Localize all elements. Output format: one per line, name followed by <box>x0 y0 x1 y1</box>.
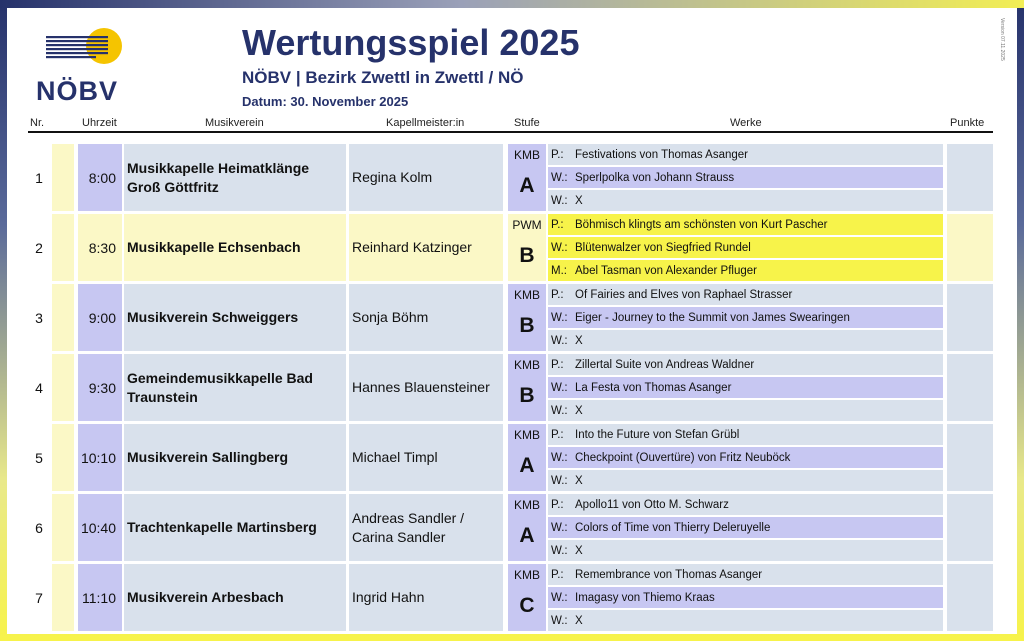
row-musikverein: Musikverein Sallingberg <box>124 424 346 491</box>
row-werk <box>548 284 943 305</box>
werk-title: Remembrance von Thomas Asanger <box>575 568 763 581</box>
row-musikverein: Musikkapelle Heimatklänge Groß Göttfritz <box>124 144 346 211</box>
stufe-type: KMB <box>513 568 540 582</box>
werk-prefix: W.: <box>551 334 568 347</box>
column-header-kapellmeister: Kapellmeister:in <box>386 117 465 129</box>
event-date: Datum: 30. November 2025 <box>242 94 409 109</box>
row-stufe <box>508 494 546 561</box>
table-row <box>28 214 993 281</box>
row-number: 4 <box>35 379 43 396</box>
version-note: Version 07.11.2025 <box>999 18 1005 61</box>
row-musikverein: Musikkapelle Echsenbach <box>124 214 346 281</box>
werk-title: Blütenwalzer von Siegfried Rundel <box>575 241 751 254</box>
werk-title: Of Fairies and Elves von Raphael Strasser <box>575 288 793 301</box>
row-stufe <box>508 564 546 631</box>
werk-title: X <box>575 194 583 207</box>
row-marker <box>52 494 74 561</box>
werk-title: X <box>575 334 583 347</box>
row-stufe <box>508 214 546 281</box>
row-musikverein: Musikverein Schweiggers <box>124 284 346 351</box>
werk-title: Böhmisch klingts am schönsten von Kurt Pascher <box>575 218 828 231</box>
row-punkte <box>947 494 993 561</box>
row-stufe <box>508 354 546 421</box>
werk-prefix: W.: <box>551 474 568 487</box>
stufe-type: KMB <box>513 358 540 372</box>
row-werk <box>548 377 943 398</box>
werk-title: X <box>575 404 583 417</box>
row-marker <box>52 284 74 351</box>
stufe-level: B <box>519 314 535 337</box>
row-werk <box>548 237 943 258</box>
row-werk <box>548 610 943 631</box>
row-werk <box>548 260 943 281</box>
row-kapellmeister: Michael Timpl <box>349 424 503 491</box>
row-punkte <box>947 564 993 631</box>
werk-prefix: P.: <box>551 148 564 161</box>
werk-prefix: P.: <box>551 428 564 441</box>
werk-title: Abel Tasman von Alexander Pfluger <box>575 264 757 277</box>
table-row <box>28 424 993 491</box>
row-werk <box>548 307 943 328</box>
werk-title: Into the Future von Stefan Grübl <box>575 428 740 441</box>
row-time: 9:00 <box>78 284 122 351</box>
header-divider <box>28 131 993 133</box>
werk-prefix: P.: <box>551 498 564 511</box>
stufe-type: KMB <box>513 288 540 302</box>
werk-title: Colors of Time von Thierry Deleruyelle <box>575 521 771 534</box>
row-stufe <box>508 144 546 211</box>
row-number: 6 <box>35 519 43 536</box>
row-stufe <box>508 424 546 491</box>
row-time: 9:30 <box>78 354 122 421</box>
row-time: 8:30 <box>78 214 122 281</box>
logo-text: NÖBV <box>36 76 119 106</box>
werk-title: Festivations von Thomas Asanger <box>575 148 749 161</box>
row-marker <box>52 564 74 631</box>
column-header-time: Uhrzeit <box>82 117 117 129</box>
row-marker <box>52 214 74 281</box>
row-werk <box>548 494 943 515</box>
stufe-level: B <box>519 244 535 267</box>
werk-prefix: W.: <box>551 241 568 254</box>
stufe-type: PWM <box>512 218 542 232</box>
column-header-nr: Nr. <box>30 117 45 129</box>
row-kapellmeister: Sonja Böhm <box>349 284 503 351</box>
werk-prefix: W.: <box>551 381 568 394</box>
werk-title: X <box>575 614 583 627</box>
werk-prefix: P.: <box>551 358 564 371</box>
row-werk <box>548 540 943 561</box>
row-number: 7 <box>35 589 43 606</box>
row-werk <box>548 587 943 608</box>
werk-prefix: W.: <box>551 194 568 207</box>
row-werk <box>548 144 943 165</box>
werk-prefix: W.: <box>551 311 568 324</box>
stufe-type: KMB <box>513 148 540 162</box>
table-row <box>28 144 993 211</box>
row-musikverein: Trachtenkapelle Martinsberg <box>124 494 346 561</box>
row-marker <box>52 424 74 491</box>
row-werk <box>548 517 943 538</box>
row-stufe <box>508 284 546 351</box>
werk-prefix: W.: <box>551 451 568 464</box>
row-number: 3 <box>35 309 43 326</box>
row-kapellmeister: Andreas Sandler / Carina Sandler <box>349 494 503 561</box>
row-punkte <box>947 144 993 211</box>
row-marker <box>52 144 74 211</box>
row-werk <box>548 330 943 351</box>
row-kapellmeister: Hannes Blauensteiner <box>349 354 503 421</box>
row-werk <box>548 400 943 421</box>
stufe-type: KMB <box>513 428 540 442</box>
row-time: 10:10 <box>78 424 122 491</box>
column-header-punkte: Punkte <box>950 117 985 129</box>
werk-prefix: W.: <box>551 521 568 534</box>
row-time: 11:10 <box>78 564 122 631</box>
row-punkte <box>947 214 993 281</box>
row-musikverein: Musikverein Arbesbach <box>124 564 346 631</box>
werk-prefix: W.: <box>551 544 568 557</box>
row-werk <box>548 190 943 211</box>
row-kapellmeister: Regina Kolm <box>349 144 503 211</box>
werk-prefix: W.: <box>551 614 568 627</box>
row-kapellmeister: Reinhard Katzinger <box>349 214 503 281</box>
table-row <box>28 284 993 351</box>
row-kapellmeister: Ingrid Hahn <box>349 564 503 631</box>
row-werk <box>548 470 943 491</box>
page-subtitle: NÖBV | Bezirk Zwettl in Zwettl / NÖ <box>242 68 524 87</box>
row-time: 10:40 <box>78 494 122 561</box>
row-punkte <box>947 424 993 491</box>
stufe-level: B <box>519 384 535 407</box>
stufe-level: A <box>519 454 535 477</box>
stufe-level: A <box>519 524 535 547</box>
row-werk <box>548 167 943 188</box>
row-werk <box>548 214 943 235</box>
row-werk <box>548 354 943 375</box>
row-werk <box>548 447 943 468</box>
werk-title: Sperlpolka von Johann Strauss <box>575 171 735 184</box>
row-time: 8:00 <box>78 144 122 211</box>
row-werk <box>548 564 943 585</box>
werk-prefix: P.: <box>551 218 564 231</box>
row-number: 5 <box>35 449 43 466</box>
row-marker <box>52 354 74 421</box>
werk-title: Imagasy von Thiemo Kraas <box>575 591 715 604</box>
column-header-stufe: Stufe <box>514 117 540 129</box>
row-punkte <box>947 354 993 421</box>
werk-title: Zillertal Suite von Andreas Waldner <box>575 358 755 371</box>
table-row <box>28 494 993 561</box>
stufe-level: C <box>519 594 535 617</box>
row-number: 2 <box>35 239 43 256</box>
stufe-level: A <box>519 174 535 197</box>
werk-title: La Festa von Thomas Asanger <box>575 381 732 394</box>
page-title: Wertungsspiel 2025 <box>242 22 580 63</box>
werk-title: Eiger - Journey to the Summit von James Swearingen <box>575 311 850 324</box>
table-row <box>28 564 993 631</box>
stufe-type: KMB <box>513 498 540 512</box>
row-number: 1 <box>35 169 43 186</box>
werk-prefix: W.: <box>551 171 568 184</box>
row-werk <box>548 424 943 445</box>
werk-title: X <box>575 544 583 557</box>
row-musikverein: Gemeindemusikkapelle Bad Traunstein <box>124 354 346 421</box>
werk-prefix: M.: <box>551 264 567 277</box>
table-row <box>28 354 993 421</box>
werk-title: X <box>575 474 583 487</box>
werk-prefix: P.: <box>551 568 564 581</box>
werk-prefix: W.: <box>551 591 568 604</box>
werk-prefix: W.: <box>551 404 568 417</box>
werk-title: Checkpoint (Ouvertüre) von Fritz Neuböck <box>575 451 791 464</box>
column-header-werke: Werke <box>730 117 762 129</box>
werk-prefix: P.: <box>551 288 564 301</box>
row-punkte <box>947 284 993 351</box>
werk-title: Apollo11 von Otto M. Schwarz <box>575 498 729 511</box>
column-header-verein: Musikverein <box>205 117 264 129</box>
